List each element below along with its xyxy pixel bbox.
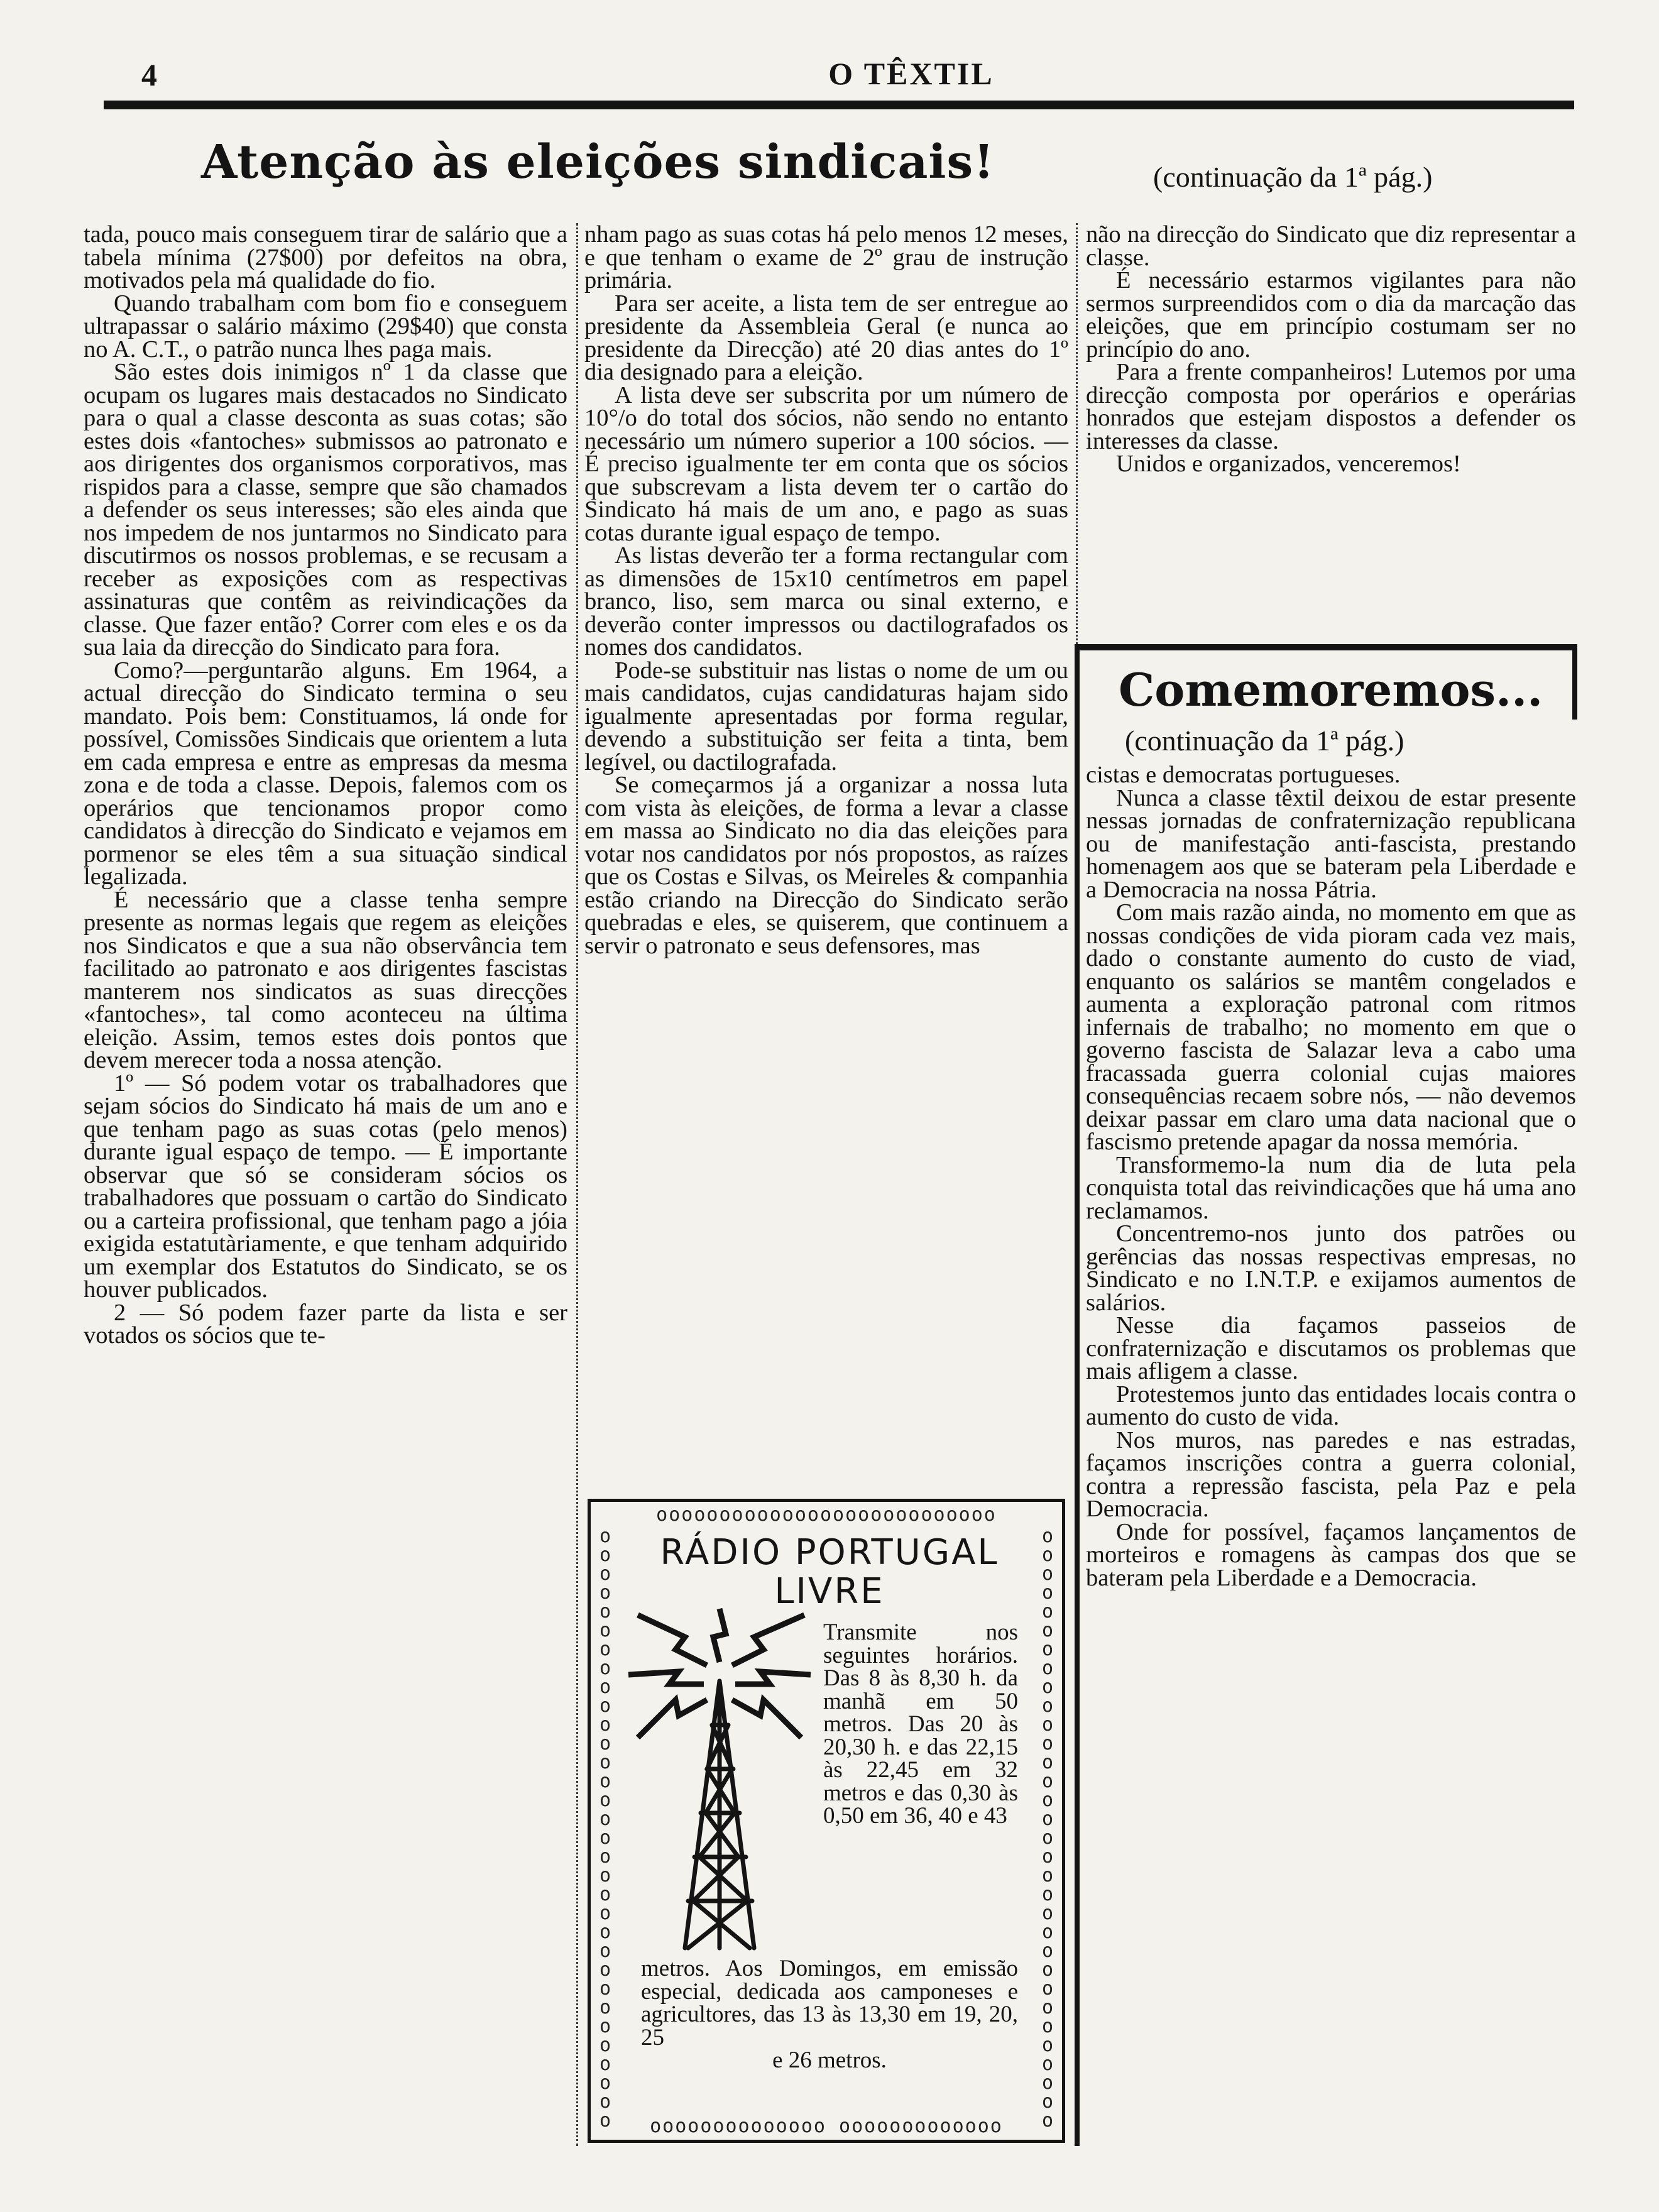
article-headline: Atenção às eleições sindicais! [201,135,995,189]
article2-column [1086,764,1576,1589]
article2-headline: Comemoremos... [1119,663,1543,716]
article-continuation-note: (continuação da 1ª pág.) [1153,161,1433,193]
article-paragraph: Protestemos junto das entidades locais contra o aumento do custo de vida. [1086,1381,1576,1430]
article-paragraph: Nos muros, nas paredes e nas estradas, façamos inscrições contra a guerra colonial, contra a repressão fascista, pela Paz e pela Democracia. [1086,1426,1576,1522]
radio-title-line-2: LIVRE [774,1571,885,1612]
article-paragraph: Transformemo-la num dia de luta pela conquista total das reivindicações que há uma ano reclamamos. [1086,1151,1576,1224]
radio-schedule-line: metros. Aos Domingos, em emissão especial, dedicada aos camponeses e agricultores, das 13 às 13,30 em 19, 20, 25 [641,1956,1018,2050]
article2-continuation-note: (continuação da 1ª pág.) [1125,725,1404,757]
radio-schedule-text-cont [641,1957,1018,2072]
article-paragraph: As listas deverão ter a forma rectangular com as dimensões de 15x10 centímetros em papel branco, liso, sem marca ou sinal externo, e deverão conter impressos ou dactilografados os nomes dos candidatos. [584,542,1068,660]
article-paragraph: Unidos e organizados, venceremos! [1116,451,1461,477]
box-rule [1075,644,1080,2146]
article-paragraph: nham pago as suas cotas há pelo menos 12 meses, e que tenham o exame de 2º grau de instrução primária. [584,221,1068,293]
article-paragraph: não na direcção do Sindicato que diz representar a classe. [1086,221,1576,271]
article-column-2 [584,223,1068,957]
article-paragraph: Com mais razão ainda, no momento em que as nossas condições de vida pioram cada vez mais, dado o constante aumento do custo de viad, enquanto os salários se mantêm congelados e aumenta a exploração patronal com ritmos infernais de trabalho; no momento em que o governo fascista de Salazar leva a cabo uma fracassada guerra colonial cujas maiores consequências recaem sobre nós, — não devemos deixar passar em claro uma data nacional que o fascismo pretende apagar da nossa memória. [1086,899,1576,1155]
article-paragraph: Nesse dia façamos passeios de confraternização e discutamos os problemas que mais afligem a classe. [1086,1312,1576,1384]
article-column-1 [84,223,567,1347]
column-divider [576,223,578,2146]
ornamental-border-right: oooooooooooooooooooooooooooooooo [1041,1525,1054,2132]
box-rule [1572,644,1577,720]
header-rule [104,101,1574,109]
radio-box-title [628,1533,1031,1611]
ornamental-border-top: ooooooooooooooooooooooooooo [656,1504,997,1526]
article-paragraph: Pode-se substituir nas listas o nome de um ou mais candidatos, cujas candidaturas hajam sido igualmente apresentadas por forma regular, devendo a substituição ser feita a tinta, bem legível, ou dactilografada. [584,657,1068,775]
article-paragraph: 2 — Só podem fazer parte da lista e ser votados os sócios que te- [84,1299,567,1349]
column-divider [1076,223,1078,644]
article-paragraph: Nunca a classe têxtil deixou de estar presente nessas jornadas de confraternização republicana ou de manifestação anti-fascista, prestando homenagem aos que se bateram pela Liberdade e a Democracia na nossa Pátria. [1086,784,1576,903]
article-paragraph: Para a frente companheiros! Lutemos por uma direcção composta por operários e operárias honrados que estejam dispostos a defender os interesses da classe. [1086,359,1576,454]
article-paragraph: cistas e democratas portugueses. [1086,762,1401,788]
box-rule [1075,644,1577,650]
article-paragraph: Para ser aceite, a lista tem de ser entregue ao presidente da Assembleia Geral (e nunca ao presidente da Direcção) até 20 dias antes do 1º dia designado para a eleição. [584,290,1068,385]
ornamental-border-left: oooooooooooooooooooooooooooooooo [599,1525,611,2132]
radio-title-line-1: RÁDIO PORTUGAL [660,1532,999,1573]
article-paragraph: tada, pouco mais conseguem tirar de salário que a tabela mínima (27$00) por defeitos na obra, motivados pela má qualidade do fio. [84,221,567,293]
ornamental-border-bottom: oooooooooooooo ooooooooooooo [650,2115,1003,2137]
article-column-3 [1086,223,1576,476]
newspaper-title: O TÊXTIL [828,56,994,91]
page-number: 4 [141,57,157,92]
article-paragraph: Quando trabalham com bom fio e conseguem ultrapassar o salário máximo (29$40) que consta no A. C.T., o patrão nunca lhes paga mais. [84,290,567,363]
article-paragraph: É necessário que a classe tenha sempre presente as normas legais que regem as eleições nos Sindicatos e que a sua não observância tem facilitado ao patronato e aos dirigentes fascistas manterem nos sindicatos as suas direcções «fantoches», tal como aconteceu na última eleição. Assim, temos estes dois pontos que devem merecer toda a nossa atenção. [84,886,567,1073]
radio-portugal-livre-box [588,1499,1065,2143]
article-paragraph: Se começarmos já a organizar a nossa luta com vista às eleições, de forma a levar a classe em massa ao Sindicato no dia das eleições para votar nos candidatos por nós propostos, as raízes que os Costas e Silvas, os Meireles & companhia estão criando na Direcção do Sindicato serão quebradas e eles, se quiserem, que continuem a servir o patronato e seus defensores, mas [584,772,1068,959]
radio-schedule-line-last: e 26 metros. [772,2047,887,2073]
radio-tower-icon [625,1606,814,1957]
article-paragraph: A lista deve ser subscrita por um número de 10°/o do total dos sócios, não sendo no entanto necessário um número superior a 100 sócios. — É preciso igualmente ter em conta que os sócios que subscrevam a lista devem ter o cartão do Sindicato há mais de um ano, e pago as suas cotas durante igual espaço de tempo. [584,381,1068,546]
article-paragraph: Como?—perguntarão alguns. Em 1964, a actual direcção do Sindicato termina o seu mandato. Pois bem: Constituamos, lá onde for possível, Comissões Sindicais que orientem a luta em cada empresa e entre as empresas da mesma zona e de toda a classe. Depois, falemos com os operários que tencionamos propor como candidatos à direcção do Sindicato e vejamos em pormenor se eles têm a sua situação sindical legalizada. [84,657,567,890]
article-paragraph: Onde for possível, façamos lançamentos de morteiros e romagens às campas dos que se bateram pela Liberdade e a Democracia. [1086,1518,1576,1591]
article-paragraph: É necessário estarmos vigilantes para não sermos surpreendidos com o dia da marcação das eleições, que em princípio costumam ser no princípio do ano. [1086,267,1576,363]
article-paragraph: São estes dois inimigos nº 1 da classe que ocupam os lugares mais destacados no Sindicato para o qual a classe desconta as suas cotas; são estes dois «fantoches» submissos ao patronato e aos dirigentes dos organismos corporativos, mas rispidos para a classe, sempre que são chamados a defender os seus interesses; são eles ainda que nos impedem de nos juntarmos no Sindicato para discutirmos os nossos problemas, e se recusam a receber as exposições com as respectivas assinaturas que contêm as reivindicações da classe. Que fazer então? Correr com eles e os da sua laia da direcção do Sindicato para fora. [84,359,567,660]
article-paragraph: Concentremo-nos junto dos patrões ou gerências das nossas respectivas empresas, no Sindicato e no I.N.T.P. e exijamos aumentos de salários. [1086,1220,1576,1316]
radio-schedule-text: Transmite nos seguintes horários. Das 8 às 8,30 h. da manhã em 50 metros. Das 20 às 20,30 h. e das 22,15 às 22,45 em 32 metros e das 0,30 às 0,50 em 36, 40 e 43 [823,1619,1018,1829]
article-paragraph: 1º — Só podem votar os trabalhadores que sejam sócios do Sindicato há mais de um ano e que tenham pago as suas cotas (pelo menos) durante igual espaço de tempo. — É importante observar que só se consideram sócios os trabalhadores que possuam o cartão do Sindicato ou a carteira profissional, que tenham pago a jóia exigida estatutàriamente, e que tenham adquirido um exemplar dos Estatutos do Sindicato, se os houver publicados. [84,1070,567,1303]
